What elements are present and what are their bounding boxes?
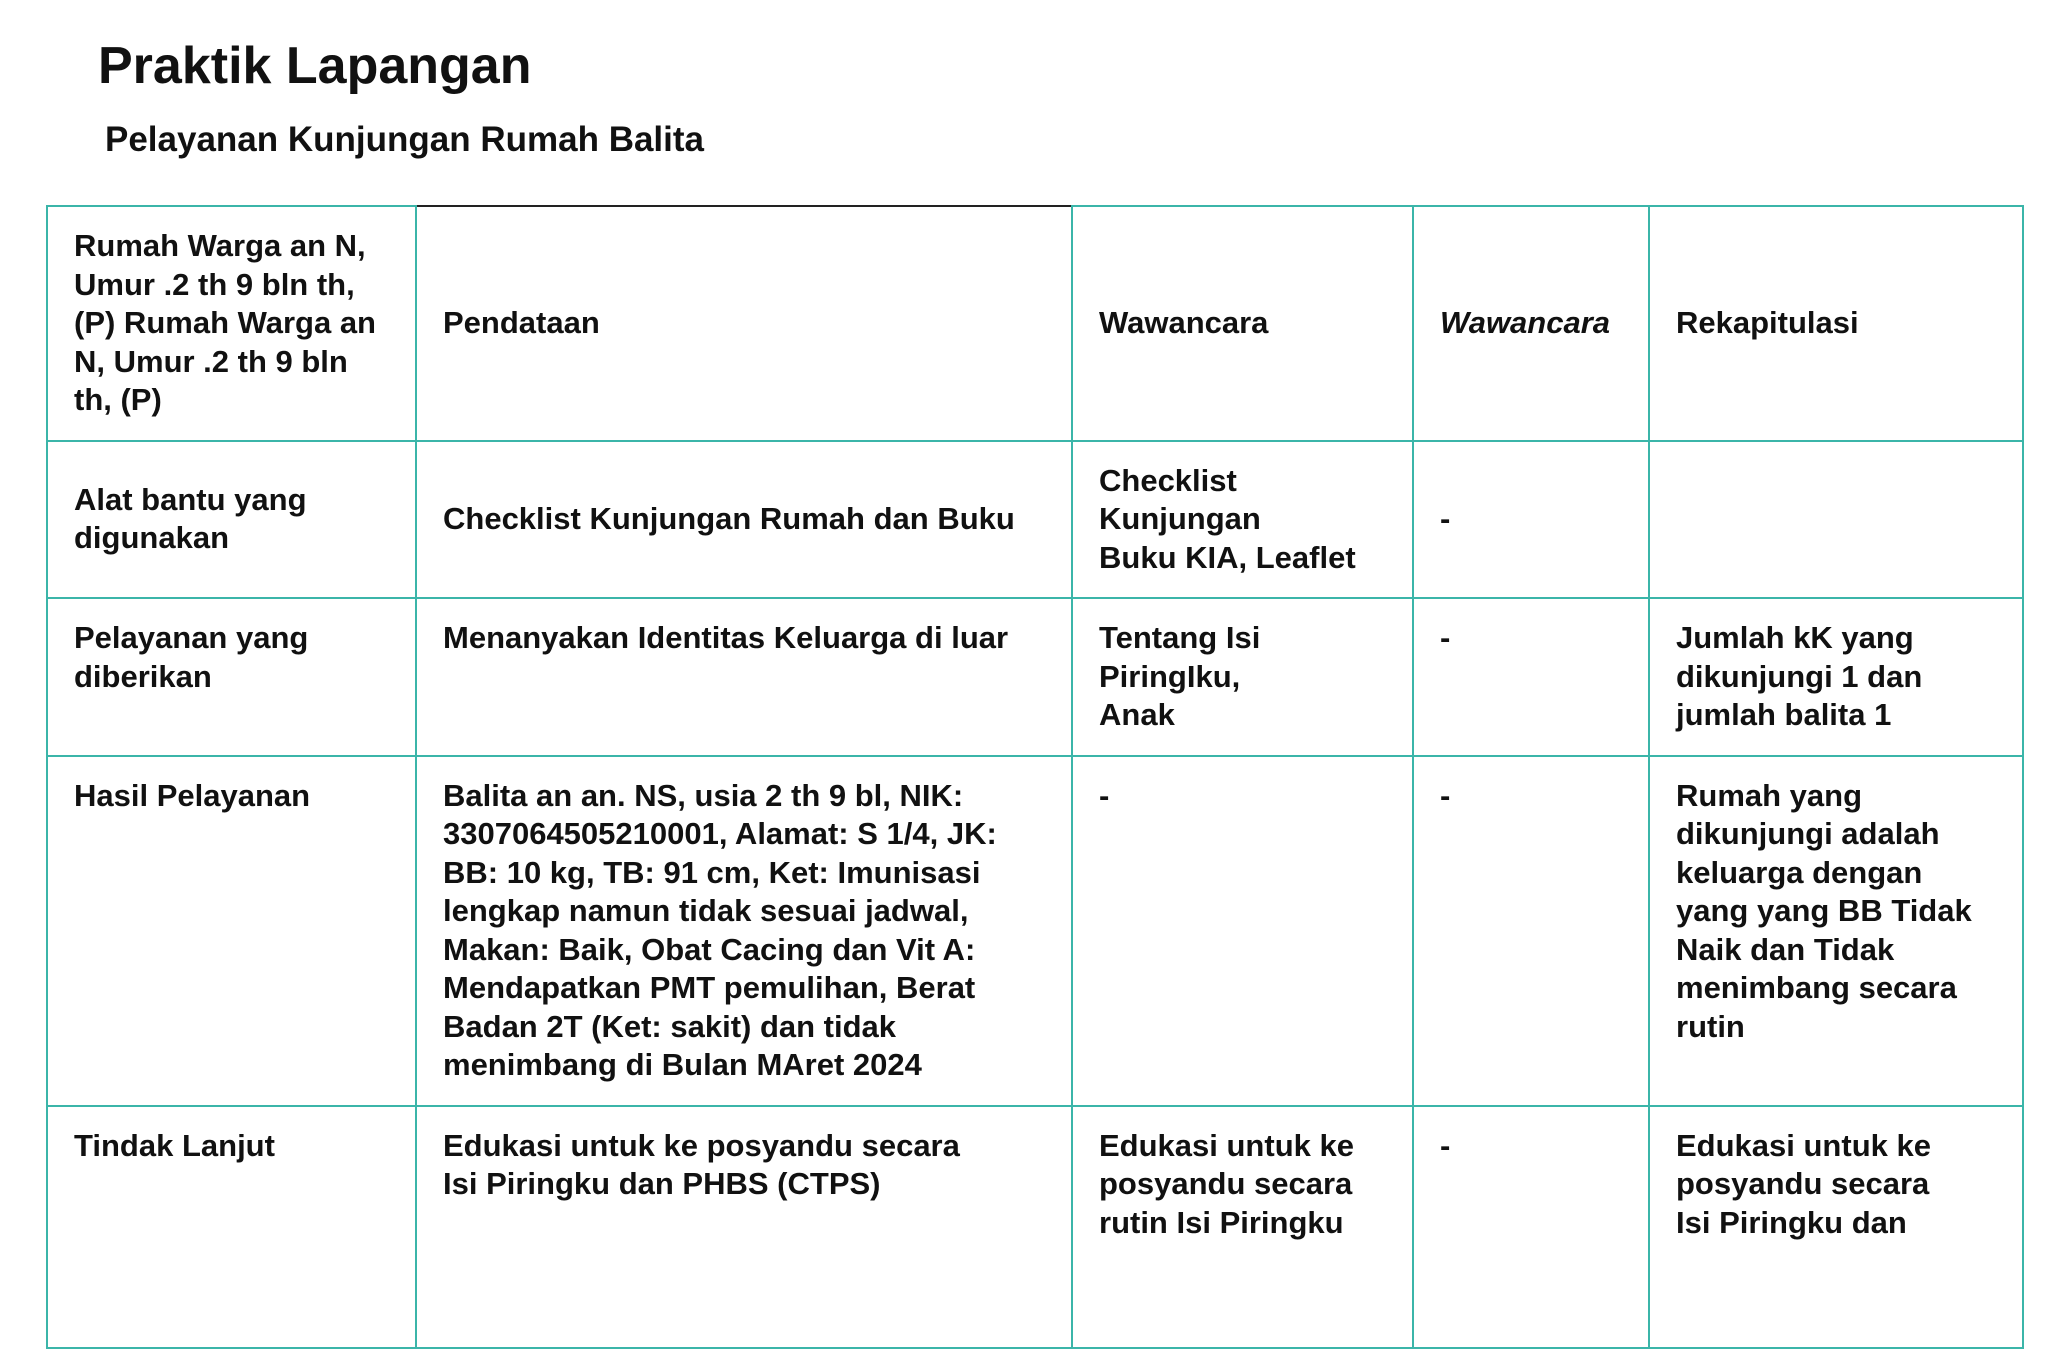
row-label-cell: [47, 756, 416, 1106]
cell-line: rutin: [1676, 1008, 1745, 1044]
wawancara-cell: [1072, 1106, 1413, 1348]
wawancara-italic-cell: -: [1413, 756, 1649, 1106]
cell-line: -: [1099, 777, 1110, 813]
cell-line: Tentang Isi: [1099, 620, 1261, 655]
header-location-line: th, (P): [74, 382, 162, 417]
activity-table: [46, 205, 2024, 1349]
cell-line: Isi Piringku dan PHBS (CTPS): [443, 1166, 881, 1201]
cell-line: Edukasi untuk ke posyandu secara: [443, 1127, 960, 1163]
cell-line: Edukasi untuk ke: [1676, 1127, 1931, 1163]
header-location-line: N, Umur .2 th 9 bln: [74, 343, 348, 379]
row-label-line: Tindak Lanjut: [74, 1127, 275, 1163]
cell-line: Buku KIA, Leaflet: [1099, 539, 1356, 575]
cell-line: keluarga dengan: [1676, 854, 1923, 890]
header-wawancara-cell: Wawancara: [1072, 206, 1413, 441]
cell-line: Edukasi untuk ke: [1099, 1127, 1354, 1163]
row-label-line: digunakan: [74, 520, 230, 556]
cell-line: Naik dan Tidak: [1676, 931, 1895, 967]
rekapitulasi-cell: [1649, 598, 2023, 756]
row-label-line: Hasil Pelayanan: [74, 777, 311, 813]
cell-line: Balita an an. NS, usia 2 th 9 bl, NIK:: [443, 777, 964, 813]
header-rekapitulasi-cell: Rekapitulasi: [1649, 206, 2023, 441]
cell-line: Kunjungan: [1099, 501, 1261, 536]
cell-line: Rumah yang: [1676, 777, 1863, 813]
header-location-line: Umur .2 th 9 bln th,: [74, 266, 355, 302]
wawancara-italic-cell: -: [1413, 441, 1649, 599]
cell-line: Checklist Kunjungan Rumah dan Buku: [443, 501, 1015, 536]
wawancara-cell: [1072, 441, 1413, 599]
page-title: Praktik Lapangan: [98, 37, 532, 95]
row-label-line: Pelayanan yang: [74, 620, 309, 655]
cell-line: lengkap namun tidak sesuai jadwal,: [443, 893, 969, 928]
wawancara-cell: [1072, 756, 1413, 1106]
page-subtitle: Pelayanan Kunjungan Rumah Balita: [105, 120, 704, 159]
cell-line: menimbang di Bulan MAret 2024: [443, 1047, 922, 1082]
table-row: [47, 756, 2023, 1106]
cell-line: Checklist: [1099, 462, 1237, 498]
row-label-cell: [47, 441, 416, 599]
rekapitulasi-cell: [1649, 756, 2023, 1106]
row-label-cell: [47, 1106, 416, 1348]
header-location-line: Rumah Warga an N,: [74, 228, 366, 263]
header-location-line: (P) Rumah Warga an: [74, 305, 376, 340]
cell-line: yang yang BB Tidak: [1676, 893, 1972, 928]
cell-line: dikunjungi 1 dan: [1676, 658, 1923, 694]
rekapitulasi-cell: [1649, 1106, 2023, 1348]
pendataan-cell: [416, 441, 1072, 599]
cell-line: BB: 10 kg, TB: 91 cm, Ket: Imunisasi: [443, 854, 981, 890]
row-label-cell: [47, 598, 416, 756]
pendataan-cell: [416, 756, 1072, 1106]
cell-line: dikunjungi adalah: [1676, 816, 1940, 851]
wawancara-cell: [1072, 598, 1413, 756]
cell-line: Menanyakan Identitas Keluarga di luar: [443, 620, 1009, 655]
row-label-line: diberikan: [74, 658, 212, 694]
pendataan-cell: [416, 598, 1072, 756]
table-row: [47, 1106, 2023, 1348]
cell-line: posyandu secara: [1099, 1166, 1353, 1201]
cell-line: Badan 2T (Ket: sakit) dan tidak: [443, 1008, 897, 1044]
cell-line: Mendapatkan PMT pemulihan, Berat: [443, 970, 976, 1005]
wawancara-italic-cell: -: [1413, 1106, 1649, 1348]
wawancara-italic-cell: -: [1413, 598, 1649, 756]
row-label-line: Alat bantu yang: [74, 481, 307, 517]
cell-line: Jumlah kK yang: [1676, 620, 1914, 655]
table-header-row: [47, 206, 2023, 441]
cell-line: jumlah balita 1: [1676, 697, 1892, 732]
cell-line: PiringIku,: [1099, 658, 1241, 694]
table-row: [47, 441, 2023, 599]
cell-line: posyandu secara: [1676, 1166, 1930, 1201]
pendataan-cell: [416, 1106, 1072, 1348]
cell-line: menimbang secara: [1676, 970, 1957, 1005]
cell-line: Anak: [1099, 697, 1175, 732]
header-pendataan-cell: Pendataan: [416, 206, 1072, 441]
rekapitulasi-cell: [1649, 441, 2023, 599]
cell-line: Isi Piringku dan: [1676, 1204, 1907, 1240]
cell-line: rutin Isi Piringku: [1099, 1204, 1344, 1240]
cell-line: Makan: Baik, Obat Cacing dan Vit A:: [443, 931, 976, 967]
header-wawancara-italic-cell: Wawancara: [1413, 206, 1649, 441]
header-location-cell: [47, 206, 416, 441]
table-row: [47, 598, 2023, 756]
cell-line: 3307064505210001, Alamat: S 1/4, JK:: [443, 816, 997, 851]
